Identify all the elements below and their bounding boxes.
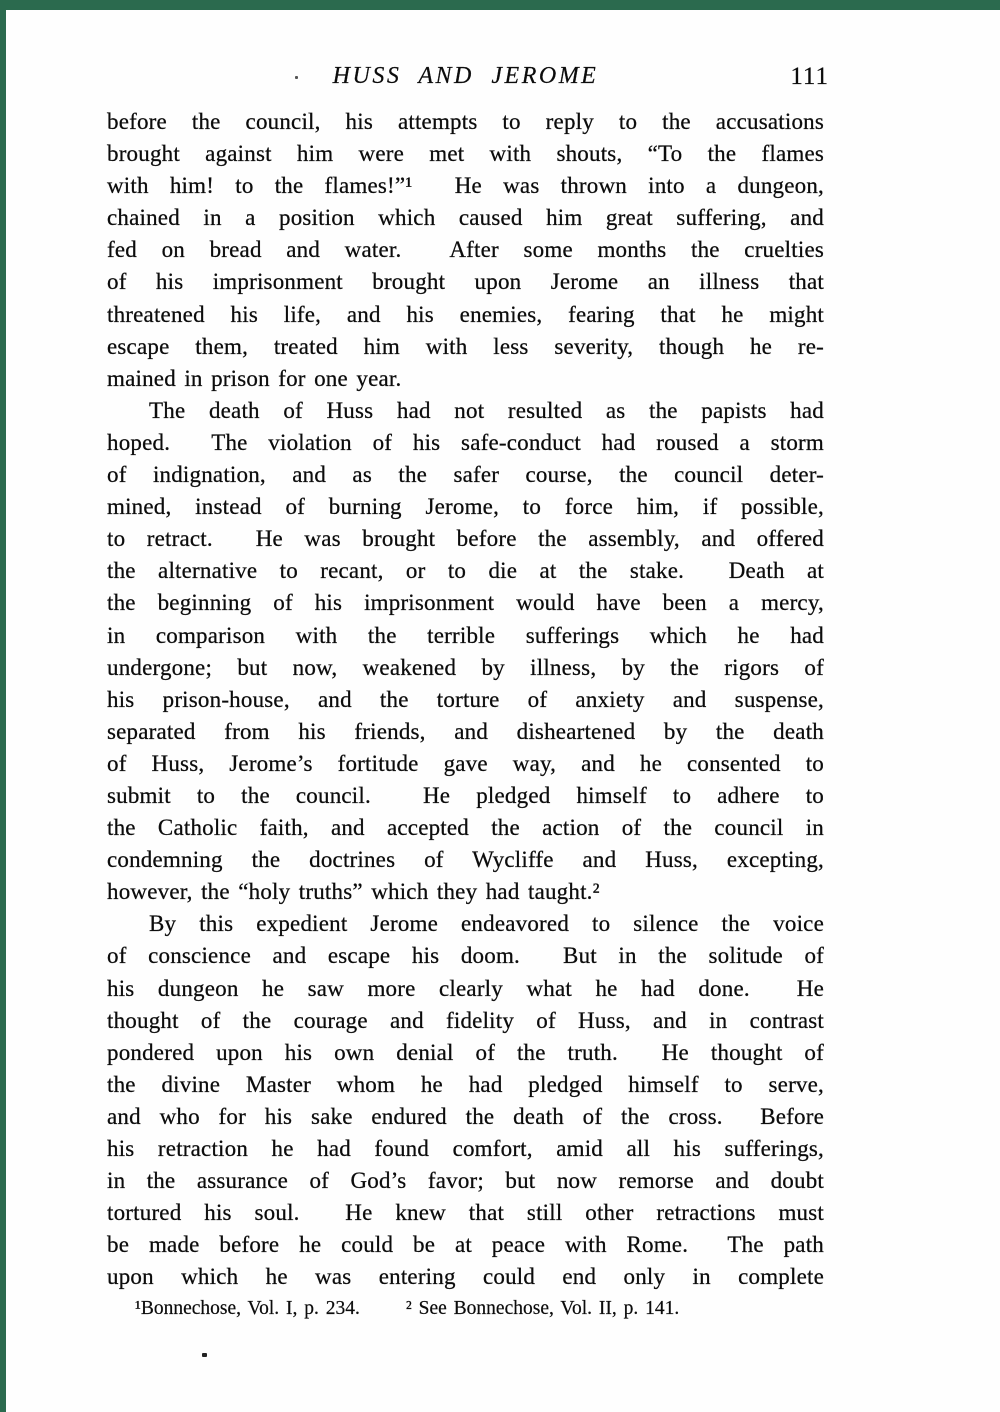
running-header (107, 63, 829, 95)
text-line: submit to the council. He pledged himself to adhere to (107, 782, 824, 808)
scan-speck-header (295, 76, 298, 79)
text-line: hoped. The violation of his safe-conduct had roused a storm (107, 429, 824, 455)
footnote-1: ¹Bonnechose, Vol. I, p. 234. (135, 1298, 360, 1319)
text-line: his dungeon he saw more clearly what he had done. He (107, 975, 824, 1001)
text-line: pondered upon his own denial of the truth. He thought of (107, 1039, 824, 1065)
text-line: escape them, treated him with less severity, though he re- (107, 333, 824, 359)
text-line: of Huss, Jerome’s fortitude gave way, and he consented to (107, 750, 824, 776)
text-line: however, the “holy truths” which they had taught.² (107, 879, 600, 905)
scan-edge-top (0, 0, 1000, 10)
text-line: with him! to the flames!”¹ He was thrown into a dungeon, (107, 173, 824, 199)
scan-edge-left (0, 0, 6, 1412)
text-line: undergone; but now, weakened by illness, by the rigors of (107, 654, 824, 680)
text-line: the beginning of his imprisonment would have been a mercy, (107, 590, 824, 616)
text-line: the Catholic faith, and accepted the action of the council in (107, 815, 824, 841)
page-title: HUSS AND JEROME (332, 63, 599, 89)
text-line: mined, instead of burning Jerome, to force him, if possible, (107, 494, 824, 520)
text-line: By this expedient Jerome endeavored to silence the voice (149, 911, 824, 937)
footnotes (107, 1298, 824, 1320)
body-text (107, 106, 824, 1293)
text-line: thought of the courage and fidelity of Huss, and in contrast (107, 1007, 824, 1033)
text-line: threatened his life, and his enemies, fearing that he might (107, 301, 824, 327)
text-line: condemning the doctrines of Wycliffe and Huss, excepting, (107, 847, 824, 873)
text-line: the divine Master whom he had pledged himself to serve, (107, 1071, 824, 1097)
scan-speck-bottom (202, 1353, 207, 1357)
text-line: brought against him were met with shouts, “To the flames (107, 141, 824, 167)
text-line: be made before he could be at peace with Rome. The path (107, 1232, 824, 1258)
text-line: of conscience and escape his doom. But in the solitude of (107, 943, 824, 969)
text-line: chained in a position which caused him great suffering, and (107, 205, 824, 231)
text-line: the alternative to recant, or to die at the stake. Death at (107, 558, 824, 584)
text-line: before the council, his attempts to reply to the accusations (107, 109, 824, 134)
text-line: The death of Huss had not resulted as the papists had (149, 397, 824, 423)
text-line: of indignation, and as the safer course, the council deter- (107, 462, 824, 488)
text-line: in the assurance of God’s favor; but now remorse and doubt (107, 1168, 824, 1194)
text-line: mained in prison for one year. (107, 365, 402, 391)
text-line: fed on bread and water. After some months the cruelties (107, 237, 824, 263)
text-line: in comparison with the terrible sufferings which he had (107, 622, 824, 648)
page-number: 111 (790, 63, 829, 90)
text-line: of his imprisonment brought upon Jerome an illness that (107, 269, 824, 295)
text-line: his retraction he had found comfort, amid all his sufferings, (107, 1136, 824, 1161)
text-line: tortured his soul. He knew that still other retractions must (107, 1200, 824, 1226)
text-line: to retract. He was brought before the assembly, and offered (107, 526, 824, 552)
text-line: and who for his sake endured the death of the cross. Before (107, 1103, 824, 1129)
footnote-2: ² See Bonnechose, Vol. II, p. 141. (405, 1298, 680, 1319)
text-line: separated from his friends, and disheartened by the death (107, 718, 824, 744)
text-line: upon which he was entering could end only in complete (107, 1264, 824, 1290)
text-line: his prison-house, and the torture of anxiety and suspense, (107, 686, 824, 712)
